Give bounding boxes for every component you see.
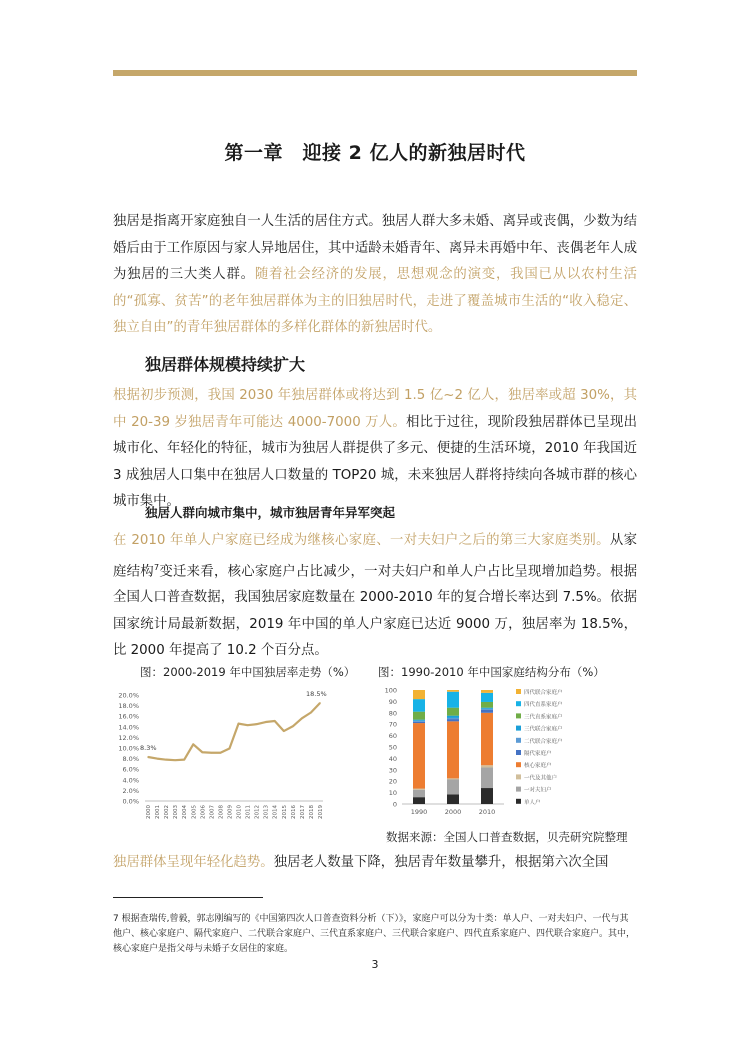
bar-segment [413,722,425,723]
bar-segment [413,690,425,699]
x-tick-label: 1990 [410,808,428,816]
data-point [283,730,285,732]
legend-swatch [516,774,521,779]
page-number: 3 [371,958,379,971]
bar-segment [481,788,493,804]
y-tick-label: 18.0% [118,702,139,711]
legend-swatch [516,738,521,743]
legend-entry: 二代联合家庭户 [524,738,563,745]
bar-segment [481,709,493,710]
legend-swatch [516,689,521,694]
subheading: 独居人群向城市集中，城市独居青年异军突起 [145,505,396,520]
y-tick-label: 90 [388,697,397,706]
bar-segment [413,790,425,797]
legend-swatch [516,701,521,706]
section-heading: 独居群体规模持续扩大 [145,355,306,374]
section-highlight: 根据初步预测，我国 2030 年独居群体或将达到 1.5 亿~2 亿人，独居率或超 30%，其中 20-39 岁独居青年可能达 4000-7000 万人。 [113,388,637,430]
y-tick-label: 16.0% [118,712,139,721]
bar-segment [447,690,459,692]
x-tick-label: 2002 [164,805,171,819]
data-point [174,759,176,761]
y-tick-label: 10 [388,789,397,798]
bar-segment [481,713,493,765]
closing-highlight: 独居群体呈现年轻化趋势。 [113,855,274,870]
y-tick-label: 0.0% [122,797,139,806]
bar-segment [413,721,425,722]
y-tick-label: 20.0% [118,691,139,700]
section-paragraph [113,383,637,516]
bar-segment [447,778,459,779]
y-tick-label: 14.0% [118,723,139,732]
y-tick-label: 50 [388,743,397,752]
data-point [165,759,167,761]
sub-text-b: 变迁来看，核心家庭户占比减少，一对夫妇户和单人户占比呈现增加趋势。根据全国人口普查数据，我国独居家庭数量在 2000-2010 年的复合增长率达到 7.5%。依据国家统计局最新数据，2019 年中国的单人户家庭已达近 9000 万，独居率为 18.5%，比 2000 年提高了 10.2 个百分点。 [113,563,637,659]
bar-segment [413,789,425,790]
legend-swatch [516,713,521,718]
bar-segment [413,723,425,789]
legend-swatch [516,750,521,755]
legend-entry: 一对夫妇户 [524,787,552,794]
bar-segment [413,699,425,712]
closing-paragraph [113,850,637,877]
y-tick-label: 10.0% [118,744,139,753]
x-tick-label: 2008 [218,805,225,819]
legend-entry: 四代联合家庭户 [524,690,563,696]
data-point [301,718,303,720]
legend-entry: 三代联合家庭户 [524,726,563,733]
y-tick-label: 6.0% [122,765,139,774]
x-tick-label: 2015 [281,805,288,819]
x-tick-label: 2007 [209,805,216,819]
sub-highlight: 在 2010 年单人户家庭已经成为继核心家庭、一对夫妇户之后的第三大家庭类别。 [113,533,610,548]
bar-segment [447,708,459,716]
bar-segment [447,794,459,804]
bar-segment [481,768,493,789]
source-note: 数据来源：全国人口普查数据，贝壳研究院整理 [386,830,628,844]
x-tick-label: 2014 [272,805,279,819]
data-point [319,702,321,704]
data-point [274,720,276,722]
intro-text: 独居是指离开家庭独自一人生活的居住方式。独居人群大多未婚、离异或丧偶，少数为结婚后由于工作原因与家人异地居住，其中适龄未婚青年、离异未再婚中年、丧偶老年人成为独居的三大类人群。 [113,214,637,282]
legend-swatch [516,726,521,731]
x-tick-label: 2011 [245,805,252,819]
y-tick-label: 20 [388,777,397,786]
sub-paragraph [113,528,637,665]
y-tick-label: 70 [388,720,397,729]
data-point [220,752,222,754]
y-tick-label: 0 [392,800,397,809]
y-tick-label: 100 [384,686,397,695]
y-tick-label: 4.0% [122,776,139,785]
bar-segment [481,708,493,709]
bar-segment [447,721,459,778]
x-tick-label: 2004 [182,805,189,819]
stacked-bar-family-structure [378,680,598,830]
data-point [247,724,249,726]
section-text: 相比于过往，现阶段独居群体已呈现出城市化、年轻化的特征，城市为独居人群提供了多元、便捷的生活环境，2010 年我国近 3 成独居人口集中在独居人口数量的 TOP20 城，未来独居人群将持续向各城市群的核心城市集中。 [113,414,637,509]
footnote-mark: 7 [153,562,160,572]
legend-swatch [516,799,521,804]
x-tick-label: 2005 [191,805,198,819]
x-tick-label: 2013 [263,805,270,819]
x-tick-label: 2010 [236,805,243,819]
legend-entry: 核心家庭户 [524,763,552,770]
x-tick-label: 2019 [318,805,324,819]
bar-segment [481,710,493,713]
data-label-last: 18.5% [306,689,327,698]
x-tick-label: 2016 [290,805,297,819]
intro-paragraph [113,209,637,342]
y-tick-label: 8.0% [122,755,139,764]
legend-entry: 单人户 [524,799,541,806]
y-tick-label: 40 [388,754,397,763]
bar-segment [447,716,459,718]
header-rule [113,70,637,76]
data-point [238,723,240,725]
x-tick-label: 2017 [299,805,306,819]
x-tick-label: 2001 [155,805,162,819]
y-tick-label: 12.0% [118,733,139,742]
x-tick-label: 2009 [227,805,234,819]
closing-text: 独居老人数量下降，独居青年数量攀升，根据第六次全国 [273,855,609,870]
y-tick-label: 2.0% [122,786,139,795]
bar-segment [413,797,425,804]
y-tick-label: 30 [388,766,397,775]
data-point [310,712,312,714]
x-tick-label: 2018 [308,805,315,819]
data-point [229,748,231,750]
chapter-title: 第一章 迎接 2 亿人的新独居时代 [224,142,526,164]
legend-entry: 四代直系家庭户 [524,702,563,709]
data-point [147,756,149,758]
sub-text-a: 从家庭结构 [113,533,638,579]
bar-segment [447,692,459,708]
legend-entry: 隔代家庭户 [524,751,552,757]
y-tick-label: 60 [388,732,397,741]
legend-swatch [516,762,521,767]
data-point [211,752,213,754]
data-point [292,725,294,727]
bar-segment [447,719,459,721]
x-tick-label: 2012 [254,805,261,819]
legend-entry: 一代及其他户 [524,775,558,782]
series-line [148,703,320,760]
footnote-separator [113,897,263,898]
data-point [192,743,194,745]
legend-entry: 三代直系家庭户 [524,714,563,721]
bar-segment [413,712,425,720]
chart1-title: 图：2000-2019 年中国独居率走势（%） [140,665,356,679]
x-tick-label: 2010 [478,808,496,816]
x-tick-label: 2000 [146,805,152,819]
bar-segment [413,720,425,721]
line-chart-living-alone-rate [113,680,338,830]
chart2-title: 图：1990-2010 年中国家庭结构分布（%） [378,665,605,679]
x-tick-label: 2006 [200,805,207,819]
data-point [256,723,258,725]
y-tick-label: 80 [388,709,397,718]
footnote: 7 根据查瑞传,曾毅，郭志刚编写的《中国第四次人口普查资料分析（下）》，家庭户可以分为十类：单人户、一对夫妇户、一代与其他户、核心家庭户、隔代家庭户、二代联合家庭户、三代直系家庭户、三代联合家庭户、四代直系家庭户、四代联合家庭户。其中，核心家庭户是指父母与未婚子女居住的家庭。 [113,914,636,954]
data-point [265,721,267,723]
bar-segment [481,690,493,693]
bar-segment [481,702,493,708]
bar-segment [447,779,459,794]
x-tick-label: 2000 [444,808,462,816]
x-tick-label: 2003 [173,805,180,819]
data-label-first: 8.3% [140,744,157,753]
bar-segment [481,693,493,702]
legend-swatch [516,787,521,792]
bar-segment [447,718,459,719]
data-point [202,751,204,753]
data-point [183,759,185,761]
bar-segment [481,765,493,767]
data-point [156,758,158,760]
intro-highlight: 随着社会经济的发展，思想观念的演变，我国已从以农村生活的“孤寡、贫苦”的老年独居群体为主的旧独居时代，走进了覆盖城市生活的“收入稳定、独立自由”的青年独居群体的多样化群体的新独居时代。 [113,267,638,335]
